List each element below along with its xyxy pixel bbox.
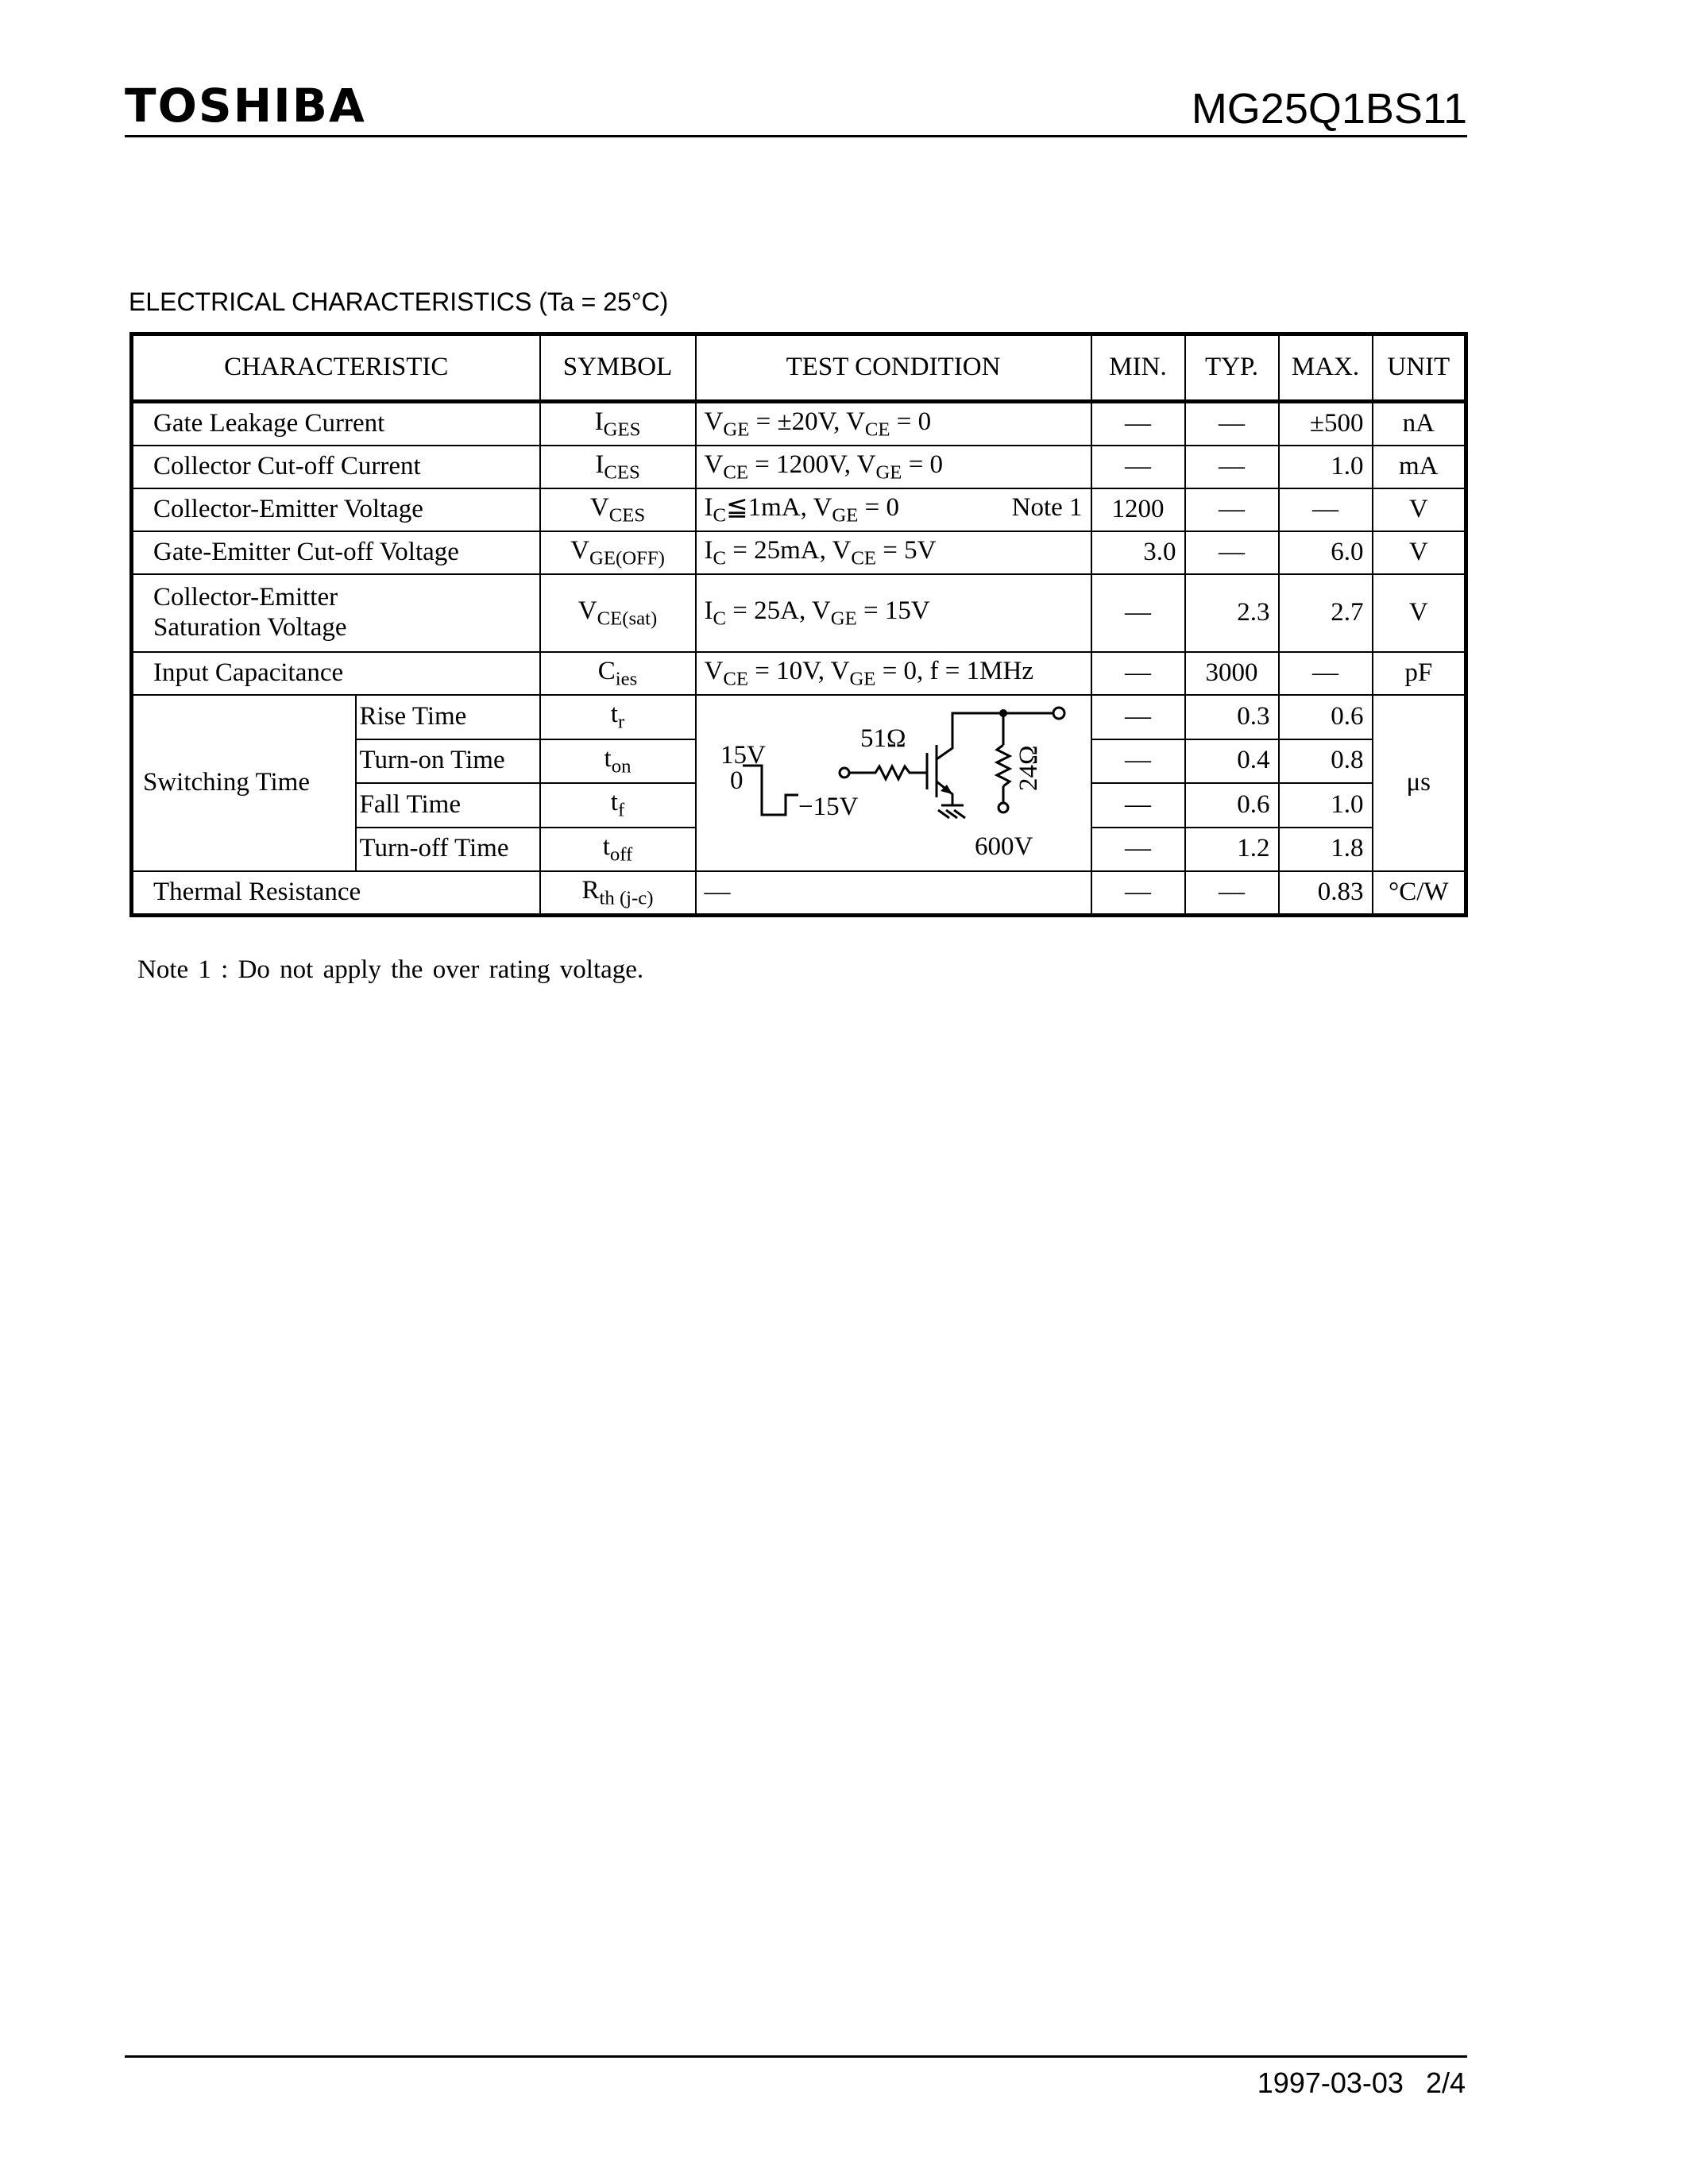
- row-unit: V: [1373, 531, 1466, 574]
- row-name: Turn-off Time: [356, 828, 540, 872]
- row-min: —: [1091, 739, 1185, 784]
- header-max: MAX.: [1279, 334, 1373, 402]
- table-row: [132, 871, 1466, 916]
- row-symbol: $t_{on}$: [540, 739, 696, 784]
- row-typ: —: [1185, 402, 1279, 446]
- row-name: Collector-Emitter Saturation Voltage: [132, 574, 540, 652]
- footer-date: 1997-03-03: [1257, 2066, 1404, 2099]
- header-test-condition: TEST CONDITION: [696, 334, 1091, 402]
- row-min: —: [1091, 828, 1185, 872]
- row-typ: 0.3: [1185, 695, 1279, 739]
- row-min: —: [1091, 446, 1185, 488]
- row-condition: $V_{CE} = 1200V$, $V_{GE} = 0$: [696, 446, 1091, 488]
- row-name: Collector-Emitter Voltage: [132, 488, 540, 531]
- table-row: [132, 488, 1466, 531]
- row-max: —: [1279, 488, 1373, 531]
- footer: [1257, 2066, 1466, 2099]
- row-name: Thermal Resistance: [132, 871, 540, 916]
- row-condition: $V_{CE} = 10V$, $V_{GE} = 0$, f = 1MHz: [696, 652, 1091, 695]
- row-condition: $V_{GE} = \pm 20V$, $V_{CE} = 0$: [696, 402, 1091, 446]
- row-unit: V: [1373, 488, 1466, 531]
- row-name: Fall Time: [356, 783, 540, 828]
- gate-resistor-label: 51Ω: [859, 724, 906, 753]
- row-min: 1200: [1091, 488, 1185, 531]
- part-number: MG25Q1BS11: [1191, 85, 1467, 133]
- row-symbol: $C_{ies}$: [540, 652, 696, 695]
- row-min: —: [1091, 783, 1185, 828]
- footnote: Note 1 : Do not apply the over rating voltage.: [137, 955, 644, 984]
- row-symbol: $t_f$: [540, 783, 696, 828]
- row-condition: $I_C = 25mA$, $V_{CE} = 5V$: [696, 531, 1091, 574]
- row-max: 0.6: [1279, 695, 1373, 739]
- switching-unit: μs: [1373, 695, 1466, 871]
- row-symbol: $R_{th (j-c)}$: [540, 871, 696, 916]
- note-reference: Note 1: [1011, 492, 1083, 522]
- row-symbol: $t_r$: [540, 695, 696, 739]
- row-max: 1.0: [1279, 446, 1373, 488]
- table-row: [132, 652, 1466, 695]
- row-symbol: $t_{off}$: [540, 828, 696, 872]
- row-typ: 0.4: [1185, 739, 1279, 784]
- table-row: [132, 446, 1466, 488]
- gate-resistor: [849, 766, 927, 779]
- row-condition: $I_C = 25A$, $V_{GE} = 15V$: [696, 574, 1091, 652]
- row-symbol: $V_{CE(sat)}$: [540, 574, 696, 652]
- pulse-zero-label: 0: [729, 766, 744, 795]
- row-unit: pF: [1373, 652, 1466, 695]
- header-min: MIN.: [1091, 334, 1185, 402]
- supply-terminal: [999, 803, 1008, 812]
- footer-rule: [125, 2055, 1467, 2058]
- row-typ: —: [1185, 488, 1279, 531]
- section-title: ELECTRICAL CHARACTERISTICS (Ta = 25°C): [129, 287, 669, 316]
- header-typ: TYP.: [1185, 334, 1279, 402]
- pulse-low-label: −15V: [798, 793, 858, 821]
- collector-terminal: [1053, 708, 1064, 719]
- row-typ: 0.6: [1185, 783, 1279, 828]
- row-max: 2.7: [1279, 574, 1373, 652]
- header-rule: [125, 135, 1467, 137]
- row-symbol: $I_{CES}$: [540, 446, 696, 488]
- row-name: Gate Leakage Current: [132, 402, 540, 446]
- row-symbol: $I_{GES}$: [540, 402, 696, 446]
- table-row: [132, 402, 1466, 446]
- gate-pulse-waveform: [743, 766, 798, 815]
- row-min: —: [1091, 574, 1185, 652]
- load-resistor: [997, 745, 1010, 786]
- row-typ: —: [1185, 871, 1279, 916]
- switching-time-group: Switching Time: [132, 695, 356, 871]
- row-min: —: [1091, 652, 1185, 695]
- row-min: —: [1091, 695, 1185, 739]
- row-unit: °C/W: [1373, 871, 1466, 916]
- row-min: —: [1091, 871, 1185, 916]
- electrical-characteristics-table: [129, 332, 1468, 917]
- row-max: 1.8: [1279, 828, 1373, 872]
- row-max: 1.0: [1279, 783, 1373, 828]
- table-row: [132, 695, 1466, 739]
- row-symbol: $V_{CES}$: [540, 488, 696, 531]
- row-name: Collector Cut-off Current: [132, 446, 540, 488]
- row-typ: 1.2: [1185, 828, 1279, 872]
- row-max: ±500: [1279, 402, 1373, 446]
- row-max: —: [1279, 652, 1373, 695]
- row-condition: $I_C≦1mA$, $V_{GE} = 0$ Note 1: [696, 488, 1091, 531]
- table-row: [132, 531, 1466, 574]
- row-typ: 2.3: [1185, 574, 1279, 652]
- pulse-high-label: 15V: [720, 741, 766, 770]
- row-name: Input Capacitance: [132, 652, 540, 695]
- row-typ: —: [1185, 446, 1279, 488]
- load-resistor-label: 24Ω: [1014, 745, 1043, 791]
- row-min: —: [1091, 402, 1185, 446]
- row-name: Gate-Emitter Cut-off Voltage: [132, 531, 540, 574]
- row-name: Turn-on Time: [356, 739, 540, 784]
- row-typ: —: [1185, 531, 1279, 574]
- header-symbol: SYMBOL: [540, 334, 696, 402]
- row-min: 3.0: [1091, 531, 1185, 574]
- header-unit: UNIT: [1373, 334, 1466, 402]
- switching-test-circuit: [696, 695, 1091, 871]
- gate-input-terminal: [840, 768, 849, 778]
- table-header-row: [132, 334, 1466, 402]
- row-unit: mA: [1373, 446, 1466, 488]
- row-max: 6.0: [1279, 531, 1373, 574]
- row-max: 0.8: [1279, 739, 1373, 784]
- header-characteristic: CHARACTERISTIC: [132, 334, 540, 402]
- row-max: 0.83: [1279, 871, 1373, 916]
- row-symbol: $V_{GE(OFF)}$: [540, 531, 696, 574]
- switching-circuit-diagram: [697, 696, 1092, 870]
- row-condition: —: [696, 871, 1091, 916]
- row-typ: 3000: [1185, 652, 1279, 695]
- footer-page: 2/4: [1425, 2066, 1466, 2099]
- table-row: [132, 574, 1466, 652]
- toshiba-logo: TOSHIBA: [125, 79, 366, 133]
- supply-voltage-label: 600V: [974, 832, 1033, 861]
- row-unit: V: [1373, 574, 1466, 652]
- collector-junction: [999, 709, 1007, 717]
- row-unit: nA: [1373, 402, 1466, 446]
- row-name: Rise Time: [356, 695, 540, 739]
